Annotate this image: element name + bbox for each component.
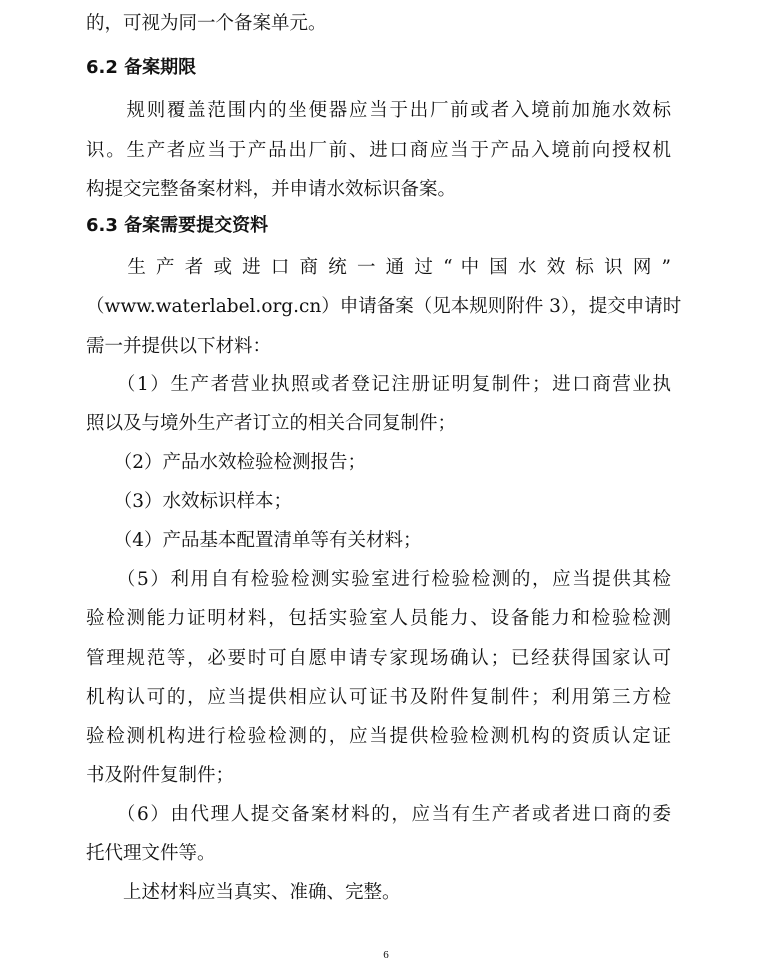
list-item-2: （2）产品水效检验检测报告； <box>86 452 367 473</box>
list-item-5-cont: 机构认可的，应当提供相应认可证书及附件复制件；利用第三方检 <box>86 687 671 708</box>
page-number: 6 <box>383 949 389 961</box>
section-heading-6-3: 6.3 备案需要提交资料 <box>86 215 269 236</box>
list-item-1: （1）生产者营业执照或者登记注册证明复制件；进口商营业执 <box>86 374 671 395</box>
list-item-5-cont: 验检测能力证明材料，包括实验室人员能力、设备能力和检验检测 <box>86 608 671 629</box>
body-line: 规则覆盖范围内的坐便器应当于出厂前或者入境前加施水效标 <box>86 100 671 121</box>
body-line: 的，可视为同一个备案单元。 <box>86 13 327 34</box>
list-item-5-cont: 书及附件复制件； <box>86 765 235 786</box>
body-line: 需一并提供以下材料： <box>86 336 272 357</box>
body-line: （www.waterlabel.org.cn）申请备案（见本规则附件 3），提交申请时 <box>86 296 682 317</box>
body-line: 构提交完整备案材料，并申请水效标识备案。 <box>86 179 457 200</box>
list-item-6: （6）由代理人提交备案材料的，应当有生产者或者进口商的委 <box>86 804 671 825</box>
list-item-6-cont: 托代理文件等。 <box>86 843 216 864</box>
section-heading-6-2: 6.2 备案期限 <box>86 57 197 78</box>
body-line: 生 产 者 或 进 口 商 统 一 通 过 “ 中 国 水 效 标 识 网 ” <box>86 257 671 278</box>
closing-line: 上述材料应当真实、准确、完整。 <box>86 882 401 903</box>
body-line: 识。生产者应当于产品出厂前、进口商应当于产品入境前向授权机 <box>86 140 671 161</box>
list-item-4: （4）产品基本配置清单等有关材料； <box>86 530 422 551</box>
list-item-1-cont: 照以及与境外生产者订立的相关合同复制件； <box>86 413 457 434</box>
list-item-5-cont: 管理规范等，必要时可自愿申请专家现场确认；已经获得国家认可 <box>86 648 671 669</box>
list-item-3: （3）水效标识样本； <box>86 491 293 512</box>
list-item-5: （5）利用自有检验检测实验室进行检验检测的，应当提供其检 <box>86 569 671 590</box>
list-item-5-cont: 验检测机构进行检验检测的，应当提供检验检测机构的资质认定证 <box>86 726 671 747</box>
